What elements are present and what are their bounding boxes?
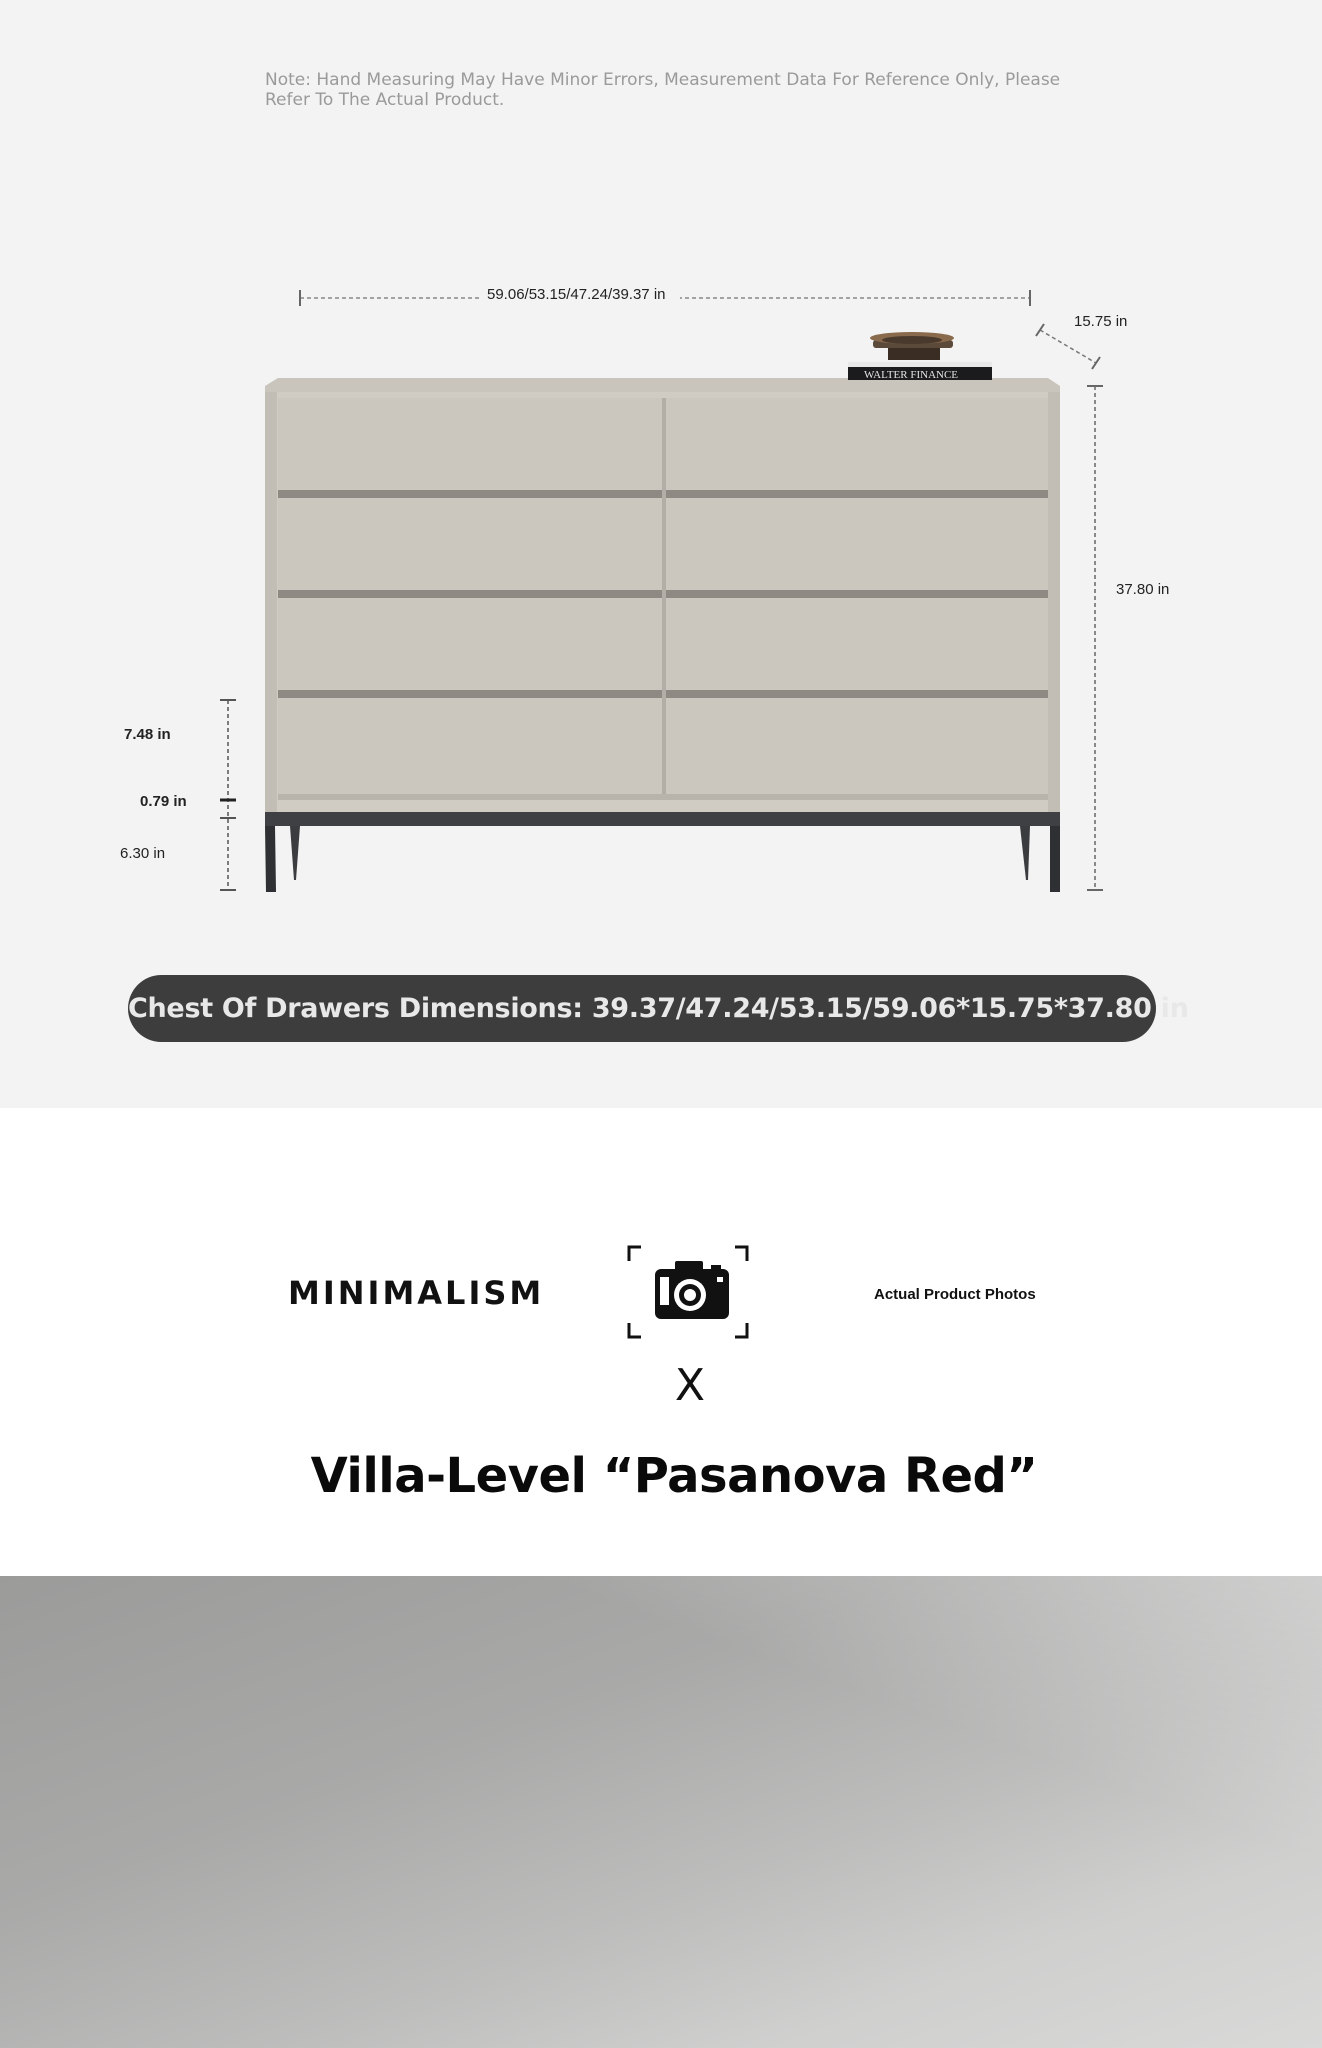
width-label: 59.06/53.15/47.24/39.37 in [487,286,666,303]
book-decor [848,332,992,381]
minimalism-label: MINIMALISM [288,1274,545,1312]
gap-label: 0.79 in [140,793,187,810]
depth-dimension-line [1036,324,1100,369]
product-photo [0,1576,1322,2048]
depth-label: 15.75 in [1074,313,1128,330]
camera-icon [627,1245,749,1339]
villa-level-title: Villa-Level “Pasanova Red” [310,1448,1038,1504]
height-dimension-line [1087,386,1103,890]
dresser [265,378,1060,892]
separator-x: X [674,1360,706,1411]
measurement-note: Note: Hand Measuring May Have Minor Errors, Measurement Data For Reference Only, Please Refer To The Actual Product. [265,70,1061,110]
photo-lighting [0,1576,1322,2048]
leg-height-label: 6.30 in [120,845,166,862]
dimensions-banner: Chest Of Drawers Dimensions: 39.37/47.24/53.15/59.06*15.75*37.80 in [128,975,1156,1042]
left-dimension-line [220,700,236,890]
height-label: 37.80 in [1116,581,1170,598]
book-title: WALTER FINANCE [864,369,959,381]
drawer-height-label: 7.48 in [124,726,171,743]
feature-section [0,1108,1322,1576]
actual-photos-label: Actual Product Photos [874,1286,1036,1303]
